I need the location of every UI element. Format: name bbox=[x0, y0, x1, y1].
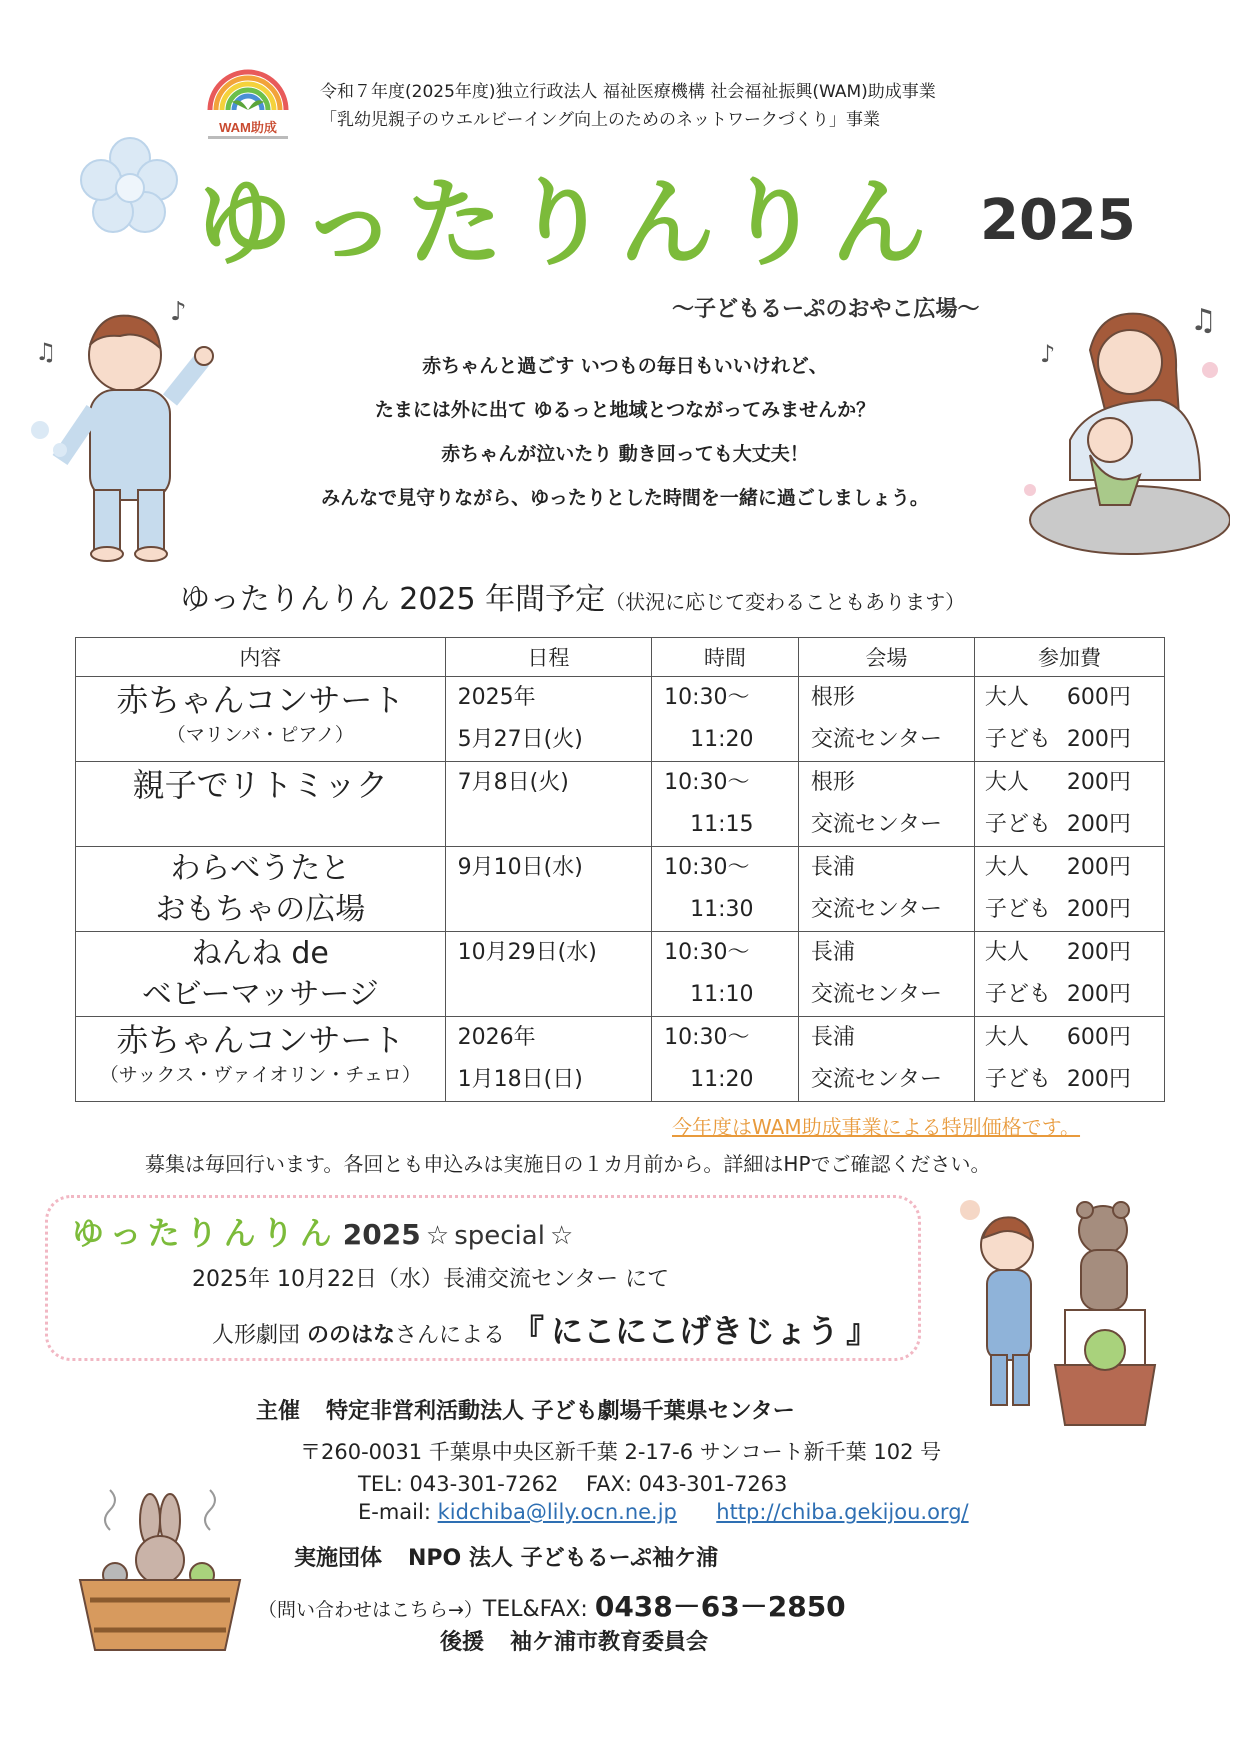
date-line: 2025年 bbox=[457, 685, 536, 710]
logo-text: WAM助成 bbox=[219, 120, 277, 135]
cell-venue bbox=[798, 762, 974, 847]
cell-time bbox=[652, 762, 799, 847]
time-end: 11:15 bbox=[690, 812, 754, 837]
grant-info bbox=[320, 78, 936, 134]
cell-venue bbox=[798, 932, 974, 1017]
cell-fee bbox=[974, 847, 1164, 932]
date-line: 7月8日(火) bbox=[457, 770, 569, 795]
special-title-year: 2025 bbox=[342, 1218, 421, 1251]
fee-label: 大人 bbox=[984, 1025, 1029, 1050]
fee-value: 600円 bbox=[1066, 685, 1131, 710]
organizer bbox=[256, 1394, 795, 1425]
bath-tub-animals-illustration bbox=[70, 1480, 250, 1660]
fee-value: 200円 bbox=[1066, 727, 1131, 752]
main-title: ゆったりんりん bbox=[196, 167, 938, 279]
schedule-heading-text: ゆったりんりん 2025 年間予定 bbox=[180, 582, 606, 617]
special-date-venue: 2025年 10月22日（水）長浦交流センター にて bbox=[192, 1267, 670, 1292]
fee-value: 600円 bbox=[1066, 1025, 1131, 1050]
support-name: 袖ケ浦市教育委員会 bbox=[510, 1630, 709, 1655]
event-name: 親子でリトミック bbox=[132, 766, 388, 804]
fee-value: 200円 bbox=[1066, 982, 1131, 1007]
fee-label: 大人 bbox=[984, 770, 1029, 795]
cell-date bbox=[445, 1017, 651, 1102]
contact-tel-fax-label: TEL&FAX: bbox=[482, 1597, 595, 1622]
date-line: 1月18日(日) bbox=[457, 1067, 583, 1092]
special-performance bbox=[212, 1306, 878, 1352]
flower-icon bbox=[75, 130, 185, 240]
fee-label: 大人 bbox=[984, 855, 1029, 880]
contact-number: 0438－63－2850 bbox=[594, 1590, 846, 1623]
email-link[interactable]: kidchiba@lily.ocn.ne.jp bbox=[437, 1500, 677, 1524]
svg-text:♪: ♪ bbox=[170, 297, 187, 327]
svg-text:♫: ♫ bbox=[35, 338, 57, 366]
cell-content bbox=[76, 847, 446, 932]
baby-illustration bbox=[20, 290, 230, 570]
time-end: 11:20 bbox=[690, 727, 754, 752]
fee-adult bbox=[975, 847, 1164, 889]
support-label: 後援 bbox=[440, 1630, 485, 1655]
svg-text:♫: ♫ bbox=[1190, 303, 1217, 338]
column-header: 日程 bbox=[445, 638, 651, 677]
column-header: 参加費 bbox=[974, 638, 1164, 677]
time-start: 10:30～ bbox=[664, 940, 750, 965]
cell-content bbox=[76, 932, 446, 1017]
grant-line-1: 令和７年度(2025年度)独立行政法人 福祉医療機構 社会福祉振興(WAM)助成事業 bbox=[320, 82, 936, 102]
table-header-row bbox=[76, 638, 1165, 677]
fee-label: 子ども bbox=[984, 897, 1051, 922]
table-row bbox=[76, 762, 1165, 847]
special-troupe: ののはな bbox=[307, 1323, 396, 1348]
contact-label: （問い合わせはこちら→） bbox=[258, 1599, 483, 1621]
cell-date bbox=[445, 932, 651, 1017]
organizer-contact bbox=[358, 1500, 969, 1524]
cell-date bbox=[445, 677, 651, 762]
fee-value: 200円 bbox=[1066, 770, 1131, 795]
fee-child bbox=[975, 804, 1164, 846]
implementer-name: NPO 法人 子どもるーぷ袖ケ浦 bbox=[408, 1546, 719, 1571]
fee-adult bbox=[975, 762, 1164, 804]
venue-line: 交流センター bbox=[810, 982, 942, 1007]
cell-time bbox=[652, 677, 799, 762]
child-bear-illustration bbox=[945, 1190, 1195, 1440]
organizer-name: 特定非営利活動法人 子ども劇場千葉県センター bbox=[326, 1399, 795, 1424]
special-price-note: 今年度はWAM助成事業による特別価格です。 bbox=[672, 1115, 1081, 1139]
venue-line: 交流センター bbox=[810, 1067, 942, 1092]
date-line: 10月29日(水) bbox=[457, 940, 597, 965]
main-title-year: 2025 bbox=[980, 188, 1136, 253]
table-row bbox=[76, 677, 1165, 762]
cell-fee bbox=[974, 932, 1164, 1017]
organizer-label: 主催 bbox=[256, 1399, 301, 1424]
intro-line: 赤ちゃんと過ごす いつもの毎日もいいけれど、 bbox=[422, 355, 828, 377]
column-header: 内容 bbox=[76, 638, 446, 677]
organizer-address: 〒260-0031 千葉県中央区新千葉 2-17-6 サンコート新千葉 102 号 bbox=[300, 1440, 942, 1464]
implementer bbox=[294, 1541, 718, 1572]
date-line: 2026年 bbox=[457, 1025, 536, 1050]
cell-content bbox=[76, 677, 446, 762]
special-close-bracket: 』 bbox=[846, 1312, 879, 1350]
cell-date bbox=[445, 762, 651, 847]
recruit-note: 募集は毎回行います。各回とも申込みは実施日の１カ月前から。詳細はHPでご確認ください。 bbox=[145, 1152, 991, 1176]
event-name: 赤ちゃんコンサート bbox=[116, 1021, 405, 1059]
venue-line: 長浦 bbox=[810, 855, 855, 880]
event-name-line2: ベビーマッサージ bbox=[141, 977, 379, 1012]
venue-line: 交流センター bbox=[810, 727, 942, 752]
special-title-name: ゆったりんりん bbox=[72, 1214, 338, 1252]
fee-value: 200円 bbox=[1066, 897, 1131, 922]
column-header: 時間 bbox=[652, 638, 799, 677]
venue-line: 交流センター bbox=[810, 812, 942, 837]
wam-rainbow-logo bbox=[200, 62, 296, 142]
cell-content bbox=[76, 762, 446, 847]
fee-child bbox=[975, 719, 1164, 761]
fee-child bbox=[975, 1059, 1164, 1101]
fee-value: 200円 bbox=[1066, 940, 1131, 965]
venue-line: 長浦 bbox=[810, 940, 855, 965]
cell-time bbox=[652, 932, 799, 1017]
fee-value: 200円 bbox=[1066, 812, 1131, 837]
fee-label: 子ども bbox=[984, 982, 1051, 1007]
fee-child bbox=[975, 889, 1164, 931]
event-name: 赤ちゃんコンサート bbox=[116, 681, 405, 719]
venue-line: 根形 bbox=[810, 685, 855, 710]
cell-date bbox=[445, 847, 651, 932]
star-icon: ☆ bbox=[425, 1221, 450, 1251]
column-header: 会場 bbox=[798, 638, 974, 677]
table-row bbox=[76, 1017, 1165, 1102]
subtitle: ～子どもるーぷのおやこ広場～ bbox=[672, 297, 980, 322]
cell-venue bbox=[798, 1017, 974, 1102]
event-detail: （サックス・ヴァイオリン・チェロ） bbox=[99, 1064, 421, 1086]
cell-time bbox=[652, 847, 799, 932]
venue-line: 根形 bbox=[810, 770, 855, 795]
schedule-table bbox=[75, 637, 1165, 1102]
fee-adult bbox=[975, 1017, 1164, 1059]
table-row bbox=[76, 847, 1165, 932]
fee-child bbox=[975, 974, 1164, 1016]
fee-label: 子ども bbox=[984, 812, 1051, 837]
table-row bbox=[76, 932, 1165, 1017]
intro-line: みんなで見守りながら、ゆったりとした時間を一緒に過ごしましょう。 bbox=[321, 487, 929, 509]
special-suffix: さんによる bbox=[395, 1323, 506, 1348]
time-end: 11:20 bbox=[690, 1067, 754, 1092]
website-link[interactable]: http://chiba.gekijou.org/ bbox=[716, 1500, 969, 1524]
fee-adult bbox=[975, 932, 1164, 974]
event-name: ねんね de bbox=[191, 936, 329, 971]
star-icon: ☆ bbox=[550, 1221, 574, 1251]
fee-label: 大人 bbox=[984, 940, 1029, 965]
mother-baby-illustration bbox=[1010, 290, 1230, 560]
fee-label: 子ども bbox=[984, 1067, 1051, 1092]
special-open-bracket: 『 bbox=[512, 1312, 545, 1350]
intro-line: たまには外に出て ゆるっと地域とつながってみませんか？ bbox=[374, 399, 876, 421]
implementer-label: 実施団体 bbox=[294, 1546, 383, 1571]
special-title bbox=[72, 1208, 573, 1254]
contact-info bbox=[258, 1585, 846, 1625]
date-line: 9月10日(水) bbox=[457, 855, 583, 880]
svg-text:♪: ♪ bbox=[1040, 340, 1056, 368]
event-detail: （マリンバ・ピアノ） bbox=[166, 724, 354, 746]
fee-label: 子ども bbox=[984, 727, 1051, 752]
cell-fee bbox=[974, 1017, 1164, 1102]
organizer-tel-fax: TEL: 043-301-7262 FAX: 043-301-7263 bbox=[358, 1472, 788, 1496]
schedule-heading-note: （状況に応じて変わることもあります） bbox=[605, 590, 966, 614]
time-end: 11:10 bbox=[690, 982, 754, 1007]
special-title-word: special bbox=[454, 1221, 545, 1251]
fee-value: 200円 bbox=[1066, 855, 1131, 880]
cell-fee bbox=[974, 762, 1164, 847]
cell-content bbox=[76, 1017, 446, 1102]
intro-text bbox=[300, 344, 950, 520]
time-start: 10:30～ bbox=[664, 855, 750, 880]
time-start: 10:30～ bbox=[664, 1025, 750, 1050]
email-label: E-mail: bbox=[358, 1500, 431, 1524]
fee-label: 大人 bbox=[984, 685, 1029, 710]
cell-time bbox=[652, 1017, 799, 1102]
cell-venue bbox=[798, 847, 974, 932]
event-name: わらべうたと bbox=[170, 851, 351, 886]
fee-value: 200円 bbox=[1066, 1067, 1131, 1092]
cell-venue bbox=[798, 677, 974, 762]
time-end: 11:30 bbox=[690, 897, 754, 922]
schedule-heading bbox=[180, 574, 965, 618]
intro-line: 赤ちゃんが泣いたり 動き回っても大丈夫！ bbox=[441, 443, 809, 465]
time-start: 10:30～ bbox=[664, 685, 750, 710]
time-start: 10:30～ bbox=[664, 770, 750, 795]
supporter bbox=[440, 1625, 708, 1656]
special-prefix: 人形劇団 bbox=[212, 1323, 307, 1348]
grant-line-2: 「乳幼児親子のウエルビーイング向上のためのネットワークづくり」事業 bbox=[320, 110, 880, 130]
cell-fee bbox=[974, 677, 1164, 762]
date-line: 5月27日(火) bbox=[457, 727, 583, 752]
special-show-title: にこにこげきじょう bbox=[551, 1312, 840, 1350]
fee-adult bbox=[975, 677, 1164, 719]
event-name-line2: おもちゃの広場 bbox=[155, 892, 366, 927]
venue-line: 交流センター bbox=[810, 897, 942, 922]
venue-line: 長浦 bbox=[810, 1025, 855, 1050]
